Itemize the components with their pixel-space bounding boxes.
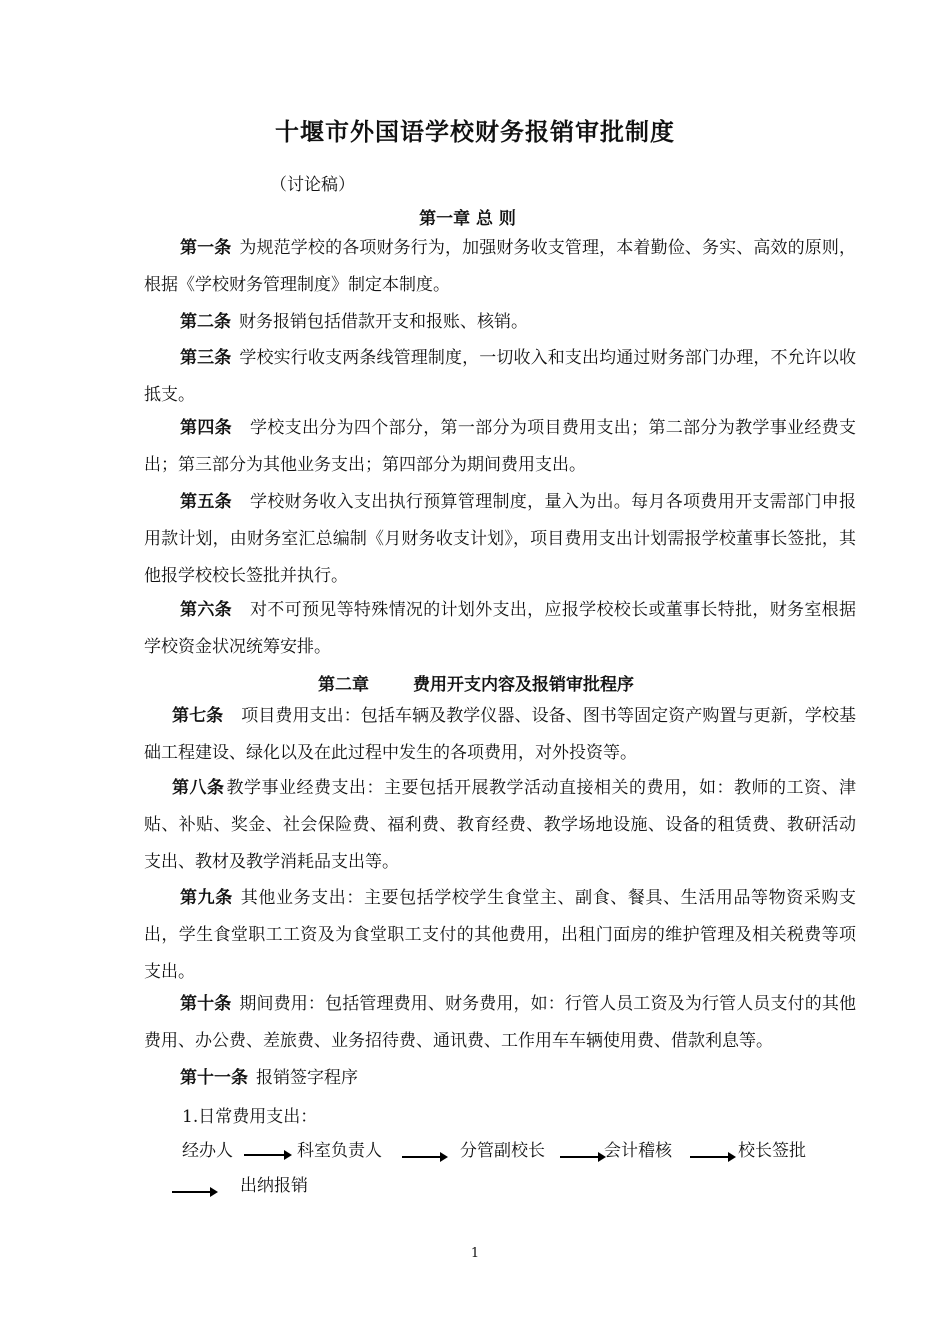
article-text: 财务报销包括借款开支和报账、核销。: [239, 312, 528, 332]
flow-step-principal-approval: 校长签批: [738, 1141, 806, 1161]
article-text: 项目费用支出：包括车辆及教学仪器、设备、图书等固定资产购置与更新，学校基础工程建设、绿化以及在此过程中发生的各项费用，对外投资等。: [144, 706, 857, 763]
flow-step-vice-principal: 分管副校长: [460, 1141, 545, 1161]
article-11: [144, 1060, 856, 1097]
article-label: 第十一条: [180, 1068, 248, 1088]
article-text: 其他业务支出：主要包括学校学生食堂主、副食、餐具、生活用品等物资采购支出，学生食堂职工工资及为食堂职工支付的其他费用，出租门面房的维护管理及相关税费等项支出。: [144, 888, 857, 982]
article-text: 学校实行收支两条线管理制度，一切收入和支出均通过财务部门办理，不允许以收抵支。: [144, 348, 857, 405]
chapter-heading-1: 第一章 总 则: [419, 209, 516, 229]
flow-arrow-icon: [244, 1150, 292, 1160]
flow-step-dept-head: 科室负责人: [297, 1141, 382, 1161]
article-label: 第一条: [180, 238, 232, 258]
article-text: 为规范学校的各项财务行为，加强财务收支管理，本着勤俭、务实、高效的原则，根据《学校财务管理制度》制定本制度。: [144, 238, 857, 295]
chapter-name: 费用开支内容及报销审批程序: [413, 675, 634, 695]
article-label: 第九条: [180, 888, 233, 908]
chapter-number: 第二章: [318, 675, 369, 695]
item-daily-expenses: 1.日常费用支出：: [182, 1107, 318, 1127]
flow-arrow-icon: [560, 1152, 606, 1162]
article-text: 学校支出分为四个部分，第一部分为项目费用支出；第二部分为教学事业经费支出；第三部分为其他业务支出；第四部分为期间费用支出。: [144, 418, 857, 475]
article-label: 第十条: [180, 994, 232, 1014]
article-text: 教学事业经费支出：主要包括开展教学活动直接相关的费用，如：教师的工资、津贴、补贴、奖金、社会保险费、福利费、教育经费、教学场地设施、设备的租赁费、教研活动支出、教材及教学消耗品支出等。: [144, 778, 856, 872]
article-5: [144, 484, 856, 595]
article-label: 第五条: [180, 492, 232, 512]
flow-step-cashier: 出纳报销: [240, 1176, 308, 1196]
article-10: [144, 986, 856, 1060]
chapter-heading-2: [318, 670, 634, 695]
article-label: 第三条: [180, 348, 232, 368]
article-6: [144, 592, 856, 666]
document-subtitle: （讨论稿）: [270, 175, 355, 195]
flow-arrow-icon: [402, 1152, 448, 1162]
article-9: [144, 880, 856, 991]
article-label: 第六条: [180, 600, 232, 620]
article-2: [144, 304, 856, 341]
article-text: 对不可预见等特殊情况的计划外支出，应报学校校长或董事长特批，财务室根据学校资金状况统筹安排。: [144, 600, 857, 657]
article-7: [144, 698, 856, 772]
article-label: 第七条: [172, 706, 224, 726]
article-1: [144, 230, 856, 304]
article-label: 第四条: [180, 418, 232, 438]
article-text: 报销签字程序: [256, 1068, 358, 1088]
article-4: [144, 410, 856, 484]
page-number: 1: [470, 1246, 480, 1261]
flow-arrow-icon: [690, 1152, 736, 1162]
flow-step-accounting-audit: 会计稽核: [604, 1141, 672, 1161]
article-text: 期间费用：包括管理费用、财务费用，如：行管人员工资及为行管人员支付的其他费用、办公费、差旅费、业务招待费、通讯费、工作用车车辆使用费、借款利息等。: [144, 994, 857, 1051]
article-text: 学校财务收入支出执行预算管理制度，量入为出。每月各项费用开支需部门申报用款计划，由财务室汇总编制《月财务收支计划》，项目费用支出计划需报学校董事长签批，其他报学校校长签批并执行。: [144, 492, 857, 586]
flow-step-handler: 经办人: [182, 1141, 233, 1161]
document-title: 十堰市外国语学校财务报销审批制度: [275, 117, 675, 146]
article-label: 第二条: [180, 312, 231, 332]
flow-arrow-icon: [172, 1187, 218, 1197]
article-3: [144, 340, 856, 414]
article-label: 第八条: [172, 778, 225, 798]
article-8: [144, 770, 856, 881]
